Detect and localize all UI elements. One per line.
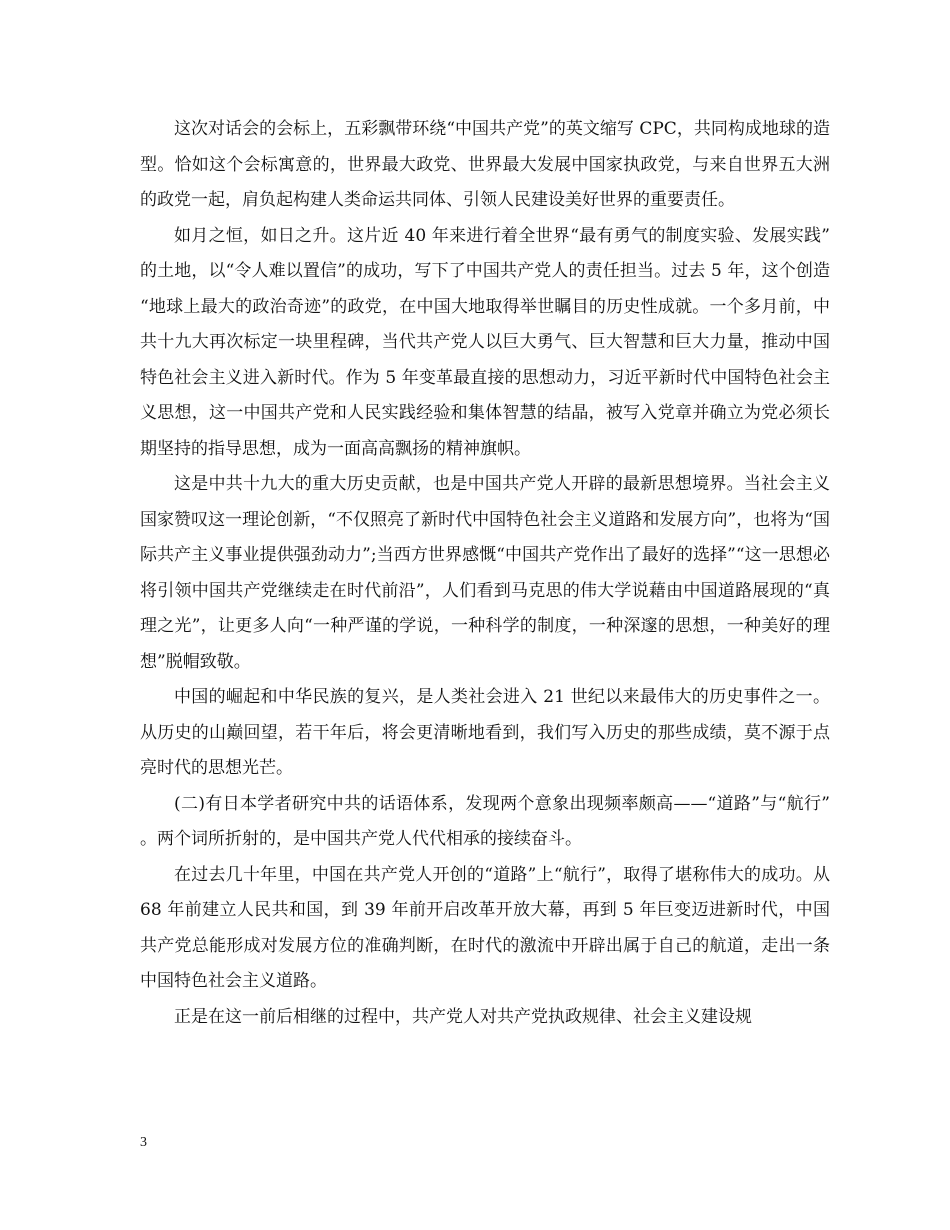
page-number: 3 bbox=[140, 1135, 147, 1150]
paragraph-4: 中国的崛起和中华民族的复兴，是人类社会进入 21 世纪以来最伟大的历史事件之一。从历史的山巅回望，若干年后，将会更清晰地看到，我们写入历史的那些成绩，莫不源于点亮时代的思想光芒。 bbox=[140, 687, 830, 778]
paragraph-1: 这次对话会的会标上，五彩飘带环绕“中国共产党”的英文缩写 CPC，共同构成地球的造型。恰如这个会标寓意的，世界最大政党、世界最大发展中国家执政党，与来自世界五大洲的政党一起，肩负起构建人类命运共同体、引领人民建设美好世界的重要责任。 bbox=[140, 119, 830, 210]
paragraph-5: (二)有日本学者研究中共的话语体系，发现两个意象出现频率颇高——“道路”与“航行”。两个词所折射的，是中国共产党人代代相承的接续奋斗。 bbox=[140, 793, 830, 849]
paragraph-7: 正是在这一前后相继的过程中，共产党人对共产党执政规律、社会主义建设规 bbox=[174, 1006, 752, 1027]
paragraph-6: 在过去几十年里，中国在共产党人开创的“道路”上“航行”，取得了堪称伟大的成功。从 68 年前建立人民共和国，到 39 年前开启改革开放大幕，再到 5 年巨变迈进新时代，中国共产党总能形成对发展方位的准确判断，在时代的激流中开辟出属于自己的航道，走出一条中国特色社会主义道路。 bbox=[140, 864, 830, 991]
document-body bbox=[140, 112, 830, 1035]
paragraph-2: 如月之恒，如日之升。这片近 40 年来进行着全世界“最有勇气的制度实验、发展实践”的土地，以“令人难以置信”的成功，写下了中国共产党人的责任担当。过去 5 年，这个创造“地球上最大的政治奇迹”的政党，在中国大地取得举世瞩目的历史性成就。一个多月前，中共十九大再次标定一块里程碑，当代共产党人以巨大勇气、巨大智慧和巨大力量，推动中国特色社会主义进入新时代。作为 5 年变革最直接的思想动力，习近平新时代中国特色社会主义思想，这一中国共产党和人民实践经验和集体智慧的结晶，被写入党章并确立为党必须长期坚持的指导思想，成为一面高高飘扬的精神旗帜。 bbox=[140, 225, 830, 459]
paragraph-3: 这是中共十九大的重大历史贡献，也是中国共产党人开辟的最新思想境界。当社会主义国家赞叹这一理论创新，“不仅照亮了新时代中国特色社会主义道路和发展方向”，也将为“国际共产主义事业提供强劲动力”;当西方世界感慨“中国共产党作出了最好的选择”“这一思想必将引领中国共产党继续走在时代前沿”，人们看到马克思的伟大学说藉由中国道路展现的“真理之光”，让更多人向“一种严谨的学说，一种科学的制度，一种深邃的思想，一种美好的理想”脱帽致敬。 bbox=[140, 474, 830, 672]
